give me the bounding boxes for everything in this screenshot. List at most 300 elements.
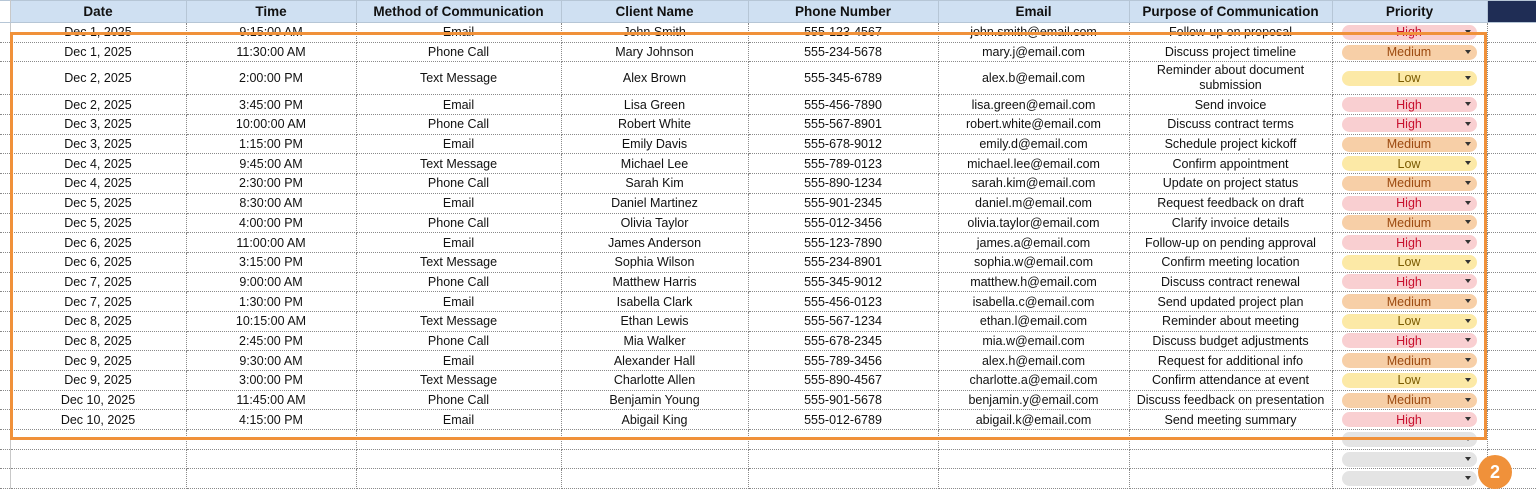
email-cell[interactable]: robert.white@email.com	[938, 115, 1129, 135]
priority-cell[interactable]	[1332, 42, 1487, 62]
dropdown-arrow-icon[interactable]	[1465, 299, 1471, 303]
empty-cell[interactable]	[356, 449, 561, 469]
client-name-cell[interactable]: Abigail King	[561, 410, 748, 430]
priority-cell[interactable]	[1332, 469, 1487, 489]
empty-cell[interactable]	[561, 430, 748, 450]
priority-cell[interactable]	[1332, 154, 1487, 174]
time-cell[interactable]: 11:00:00 AM	[186, 233, 356, 253]
phone-number-cell[interactable]: 555-567-8901	[748, 115, 938, 135]
priority-cell[interactable]	[1332, 174, 1487, 194]
method-cell[interactable]: Email	[356, 23, 561, 43]
row-gutter	[0, 469, 10, 489]
time-cell[interactable]: 9:15:00 AM	[186, 23, 356, 43]
method-cell[interactable]: Email	[356, 292, 561, 312]
client-name-cell[interactable]: John Smith	[561, 23, 748, 43]
client-name-cell[interactable]: Ethan Lewis	[561, 311, 748, 331]
row-gutter	[0, 430, 10, 450]
priority-cell[interactable]	[1332, 252, 1487, 272]
dropdown-arrow-icon[interactable]	[1465, 417, 1471, 421]
phone-number-cell[interactable]: 555-678-9012	[748, 134, 938, 154]
phone-number-cell[interactable]: 555-012-6789	[748, 410, 938, 430]
priority-dropdown[interactable]	[1342, 274, 1477, 289]
phone-number-cell[interactable]: 555-567-1234	[748, 311, 938, 331]
priority-label: High	[1396, 196, 1422, 211]
dropdown-arrow-icon[interactable]	[1465, 319, 1471, 323]
date-cell[interactable]: Dec 7, 2025	[10, 292, 186, 312]
empty-cell[interactable]	[1487, 154, 1536, 174]
client-name-cell[interactable]: Michael Lee	[561, 154, 748, 174]
date-cell[interactable]: Dec 8, 2025	[10, 311, 186, 331]
header-purpose[interactable]: Purpose of Communication	[1129, 1, 1332, 23]
priority-dropdown[interactable]	[1342, 294, 1477, 309]
purpose-cell[interactable]: Schedule project kickoff	[1129, 134, 1332, 154]
time-cell[interactable]: 3:00:00 PM	[186, 371, 356, 391]
email-cell[interactable]: emily.d@email.com	[938, 134, 1129, 154]
time-cell[interactable]: 4:15:00 PM	[186, 410, 356, 430]
email-cell[interactable]: daniel.m@email.com	[938, 193, 1129, 213]
empty-cell[interactable]	[356, 430, 561, 450]
dropdown-arrow-icon[interactable]	[1465, 279, 1471, 283]
method-cell[interactable]: Phone Call	[356, 115, 561, 135]
empty-cell[interactable]	[1487, 272, 1536, 292]
method-cell[interactable]: Phone Call	[356, 331, 561, 351]
dropdown-arrow-icon[interactable]	[1465, 220, 1471, 224]
time-cell[interactable]: 8:30:00 AM	[186, 193, 356, 213]
time-cell[interactable]: 3:15:00 PM	[186, 252, 356, 272]
row-gutter	[0, 311, 10, 331]
empty-cell[interactable]	[356, 469, 561, 489]
phone-number-cell[interactable]: 555-890-4567	[748, 371, 938, 391]
time-cell[interactable]: 9:45:00 AM	[186, 154, 356, 174]
empty-cell[interactable]	[748, 430, 938, 450]
priority-dropdown[interactable]	[1342, 97, 1477, 112]
empty-cell[interactable]	[938, 469, 1129, 489]
phone-number-cell[interactable]: 555-890-1234	[748, 174, 938, 194]
client-name-cell[interactable]: Charlotte Allen	[561, 371, 748, 391]
date-cell[interactable]: Dec 6, 2025	[10, 252, 186, 272]
priority-dropdown[interactable]	[1342, 45, 1477, 60]
priority-dropdown[interactable]	[1342, 412, 1477, 427]
client-name-cell[interactable]: Sophia Wilson	[561, 252, 748, 272]
method-cell[interactable]: Email	[356, 410, 561, 430]
dropdown-arrow-icon[interactable]	[1465, 76, 1471, 80]
date-cell[interactable]: Dec 5, 2025	[10, 193, 186, 213]
method-cell[interactable]: Phone Call	[356, 272, 561, 292]
date-cell[interactable]: Dec 2, 2025	[10, 62, 186, 95]
row-gutter	[0, 95, 10, 115]
priority-dropdown[interactable]	[1342, 373, 1477, 388]
priority-dropdown[interactable]	[1342, 393, 1477, 408]
dropdown-arrow-icon[interactable]	[1465, 201, 1471, 205]
empty-cell[interactable]	[1129, 469, 1332, 489]
phone-number-cell[interactable]: 555-123-4567	[748, 23, 938, 43]
table-row	[0, 213, 1536, 233]
priority-label: High	[1396, 333, 1422, 348]
empty-cell[interactable]	[1487, 42, 1536, 62]
email-cell[interactable]: olivia.taylor@email.com	[938, 213, 1129, 233]
empty-row	[0, 449, 1536, 469]
priority-cell[interactable]	[1332, 95, 1487, 115]
time-cell[interactable]: 1:15:00 PM	[186, 134, 356, 154]
time-cell[interactable]: 1:30:00 PM	[186, 292, 356, 312]
email-cell[interactable]: ethan.l@email.com	[938, 311, 1129, 331]
empty-cell[interactable]	[186, 469, 356, 489]
method-cell[interactable]: Text Message	[356, 371, 561, 391]
priority-cell[interactable]	[1332, 410, 1487, 430]
header-phone-number[interactable]: Phone Number	[748, 1, 938, 23]
priority-dropdown[interactable]	[1342, 333, 1477, 348]
method-cell[interactable]: Email	[356, 95, 561, 115]
client-name-cell[interactable]: Mia Walker	[561, 331, 748, 351]
email-cell[interactable]: john.smith@email.com	[938, 23, 1129, 43]
priority-label: Medium	[1386, 176, 1432, 191]
empty-cell[interactable]	[1487, 62, 1536, 95]
date-cell[interactable]: Dec 4, 2025	[10, 154, 186, 174]
purpose-cell[interactable]: Confirm attendance at event	[1129, 371, 1332, 391]
email-cell[interactable]: sarah.kim@email.com	[938, 174, 1129, 194]
purpose-cell[interactable]: Discuss budget adjustments	[1129, 331, 1332, 351]
method-cell[interactable]: Email	[356, 193, 561, 213]
phone-number-cell[interactable]: 555-345-9012	[748, 272, 938, 292]
empty-cell[interactable]	[10, 430, 186, 450]
phone-number-cell[interactable]: 555-123-7890	[748, 233, 938, 253]
date-cell[interactable]: Dec 6, 2025	[10, 233, 186, 253]
email-cell[interactable]: mia.w@email.com	[938, 331, 1129, 351]
empty-cell[interactable]	[186, 449, 356, 469]
empty-cell[interactable]	[1487, 95, 1536, 115]
priority-dropdown[interactable]	[1342, 137, 1477, 152]
header-client-name[interactable]: Client Name	[561, 1, 748, 23]
header-email[interactable]: Email	[938, 1, 1129, 23]
date-cell[interactable]: Dec 9, 2025	[10, 351, 186, 371]
email-cell[interactable]: benjamin.y@email.com	[938, 390, 1129, 410]
purpose-cell[interactable]: Clarify invoice details	[1129, 213, 1332, 233]
table-row	[0, 193, 1536, 213]
empty-cell[interactable]	[1487, 410, 1536, 430]
purpose-cell[interactable]: Discuss project timeline	[1129, 42, 1332, 62]
phone-number-cell[interactable]: 555-345-6789	[748, 62, 938, 95]
priority-cell[interactable]	[1332, 351, 1487, 371]
table-row	[0, 410, 1536, 430]
header-method[interactable]: Method of Communication	[356, 1, 561, 23]
purpose-cell[interactable]: Follow-up on proposal	[1129, 23, 1332, 43]
client-name-cell[interactable]: Lisa Green	[561, 95, 748, 115]
priority-cell[interactable]	[1332, 449, 1487, 469]
time-cell[interactable]: 2:30:00 PM	[186, 174, 356, 194]
header-next-column[interactable]	[1487, 1, 1536, 23]
phone-number-cell[interactable]: 555-678-2345	[748, 331, 938, 351]
purpose-cell[interactable]: Confirm appointment	[1129, 154, 1332, 174]
dropdown-arrow-icon[interactable]	[1465, 142, 1471, 146]
priority-label: Medium	[1386, 45, 1432, 60]
priority-cell[interactable]	[1332, 292, 1487, 312]
empty-cell[interactable]	[10, 469, 186, 489]
method-cell[interactable]: Phone Call	[356, 390, 561, 410]
empty-cell[interactable]	[561, 449, 748, 469]
priority-dropdown[interactable]	[1342, 314, 1477, 329]
priority-cell[interactable]	[1332, 213, 1487, 233]
client-name-cell[interactable]: Alexander Hall	[561, 351, 748, 371]
priority-label: High	[1396, 274, 1422, 289]
dropdown-arrow-icon[interactable]	[1465, 30, 1471, 34]
phone-number-cell[interactable]: 555-789-3456	[748, 351, 938, 371]
table-row	[0, 174, 1536, 194]
method-cell[interactable]: Text Message	[356, 311, 561, 331]
priority-cell[interactable]	[1332, 193, 1487, 213]
priority-dropdown[interactable]	[1342, 471, 1477, 486]
method-cell[interactable]: Text Message	[356, 62, 561, 95]
priority-cell[interactable]	[1332, 62, 1487, 95]
dropdown-arrow-icon[interactable]	[1465, 260, 1471, 264]
header-priority[interactable]: Priority	[1332, 1, 1487, 23]
table-row	[0, 62, 1536, 95]
priority-dropdown[interactable]	[1342, 176, 1477, 191]
date-cell[interactable]: Dec 1, 2025	[10, 23, 186, 43]
client-name-cell[interactable]: Daniel Martinez	[561, 193, 748, 213]
date-cell[interactable]: Dec 2, 2025	[10, 95, 186, 115]
empty-cell[interactable]	[186, 430, 356, 450]
client-name-cell[interactable]: Matthew Harris	[561, 272, 748, 292]
priority-label: Low	[1397, 156, 1421, 171]
dropdown-arrow-icon[interactable]	[1465, 122, 1471, 126]
table-row	[0, 252, 1536, 272]
priority-label: High	[1396, 25, 1422, 40]
time-cell[interactable]: 3:45:00 PM	[186, 95, 356, 115]
empty-cell[interactable]	[1487, 193, 1536, 213]
client-name-cell[interactable]: Olivia Taylor	[561, 213, 748, 233]
priority-dropdown[interactable]	[1342, 196, 1477, 211]
priority-cell[interactable]	[1332, 311, 1487, 331]
date-cell[interactable]: Dec 8, 2025	[10, 331, 186, 351]
purpose-cell[interactable]: Send updated project plan	[1129, 292, 1332, 312]
empty-cell[interactable]	[1487, 292, 1536, 312]
header-date[interactable]: Date	[10, 1, 186, 23]
date-cell[interactable]: Dec 3, 2025	[10, 115, 186, 135]
priority-dropdown[interactable]	[1342, 215, 1477, 230]
date-cell[interactable]: Dec 9, 2025	[10, 371, 186, 391]
time-cell[interactable]: 9:30:00 AM	[186, 351, 356, 371]
priority-label: High	[1396, 235, 1422, 250]
method-cell[interactable]: Email	[356, 351, 561, 371]
row-gutter	[0, 449, 10, 469]
table-row	[0, 233, 1536, 253]
method-cell[interactable]: Phone Call	[356, 174, 561, 194]
date-cell[interactable]: Dec 4, 2025	[10, 174, 186, 194]
empty-cell[interactable]	[1487, 390, 1536, 410]
table-row	[0, 95, 1536, 115]
priority-label: Low	[1397, 373, 1421, 388]
purpose-cell[interactable]: Confirm meeting location	[1129, 252, 1332, 272]
email-cell[interactable]: michael.lee@email.com	[938, 154, 1129, 174]
time-cell[interactable]: 10:00:00 AM	[186, 115, 356, 135]
dropdown-arrow-icon[interactable]	[1465, 437, 1471, 441]
method-cell[interactable]: Phone Call	[356, 42, 561, 62]
dropdown-arrow-icon[interactable]	[1465, 50, 1471, 54]
priority-dropdown[interactable]	[1342, 432, 1477, 447]
date-cell[interactable]: Dec 10, 2025	[10, 410, 186, 430]
email-cell[interactable]: james.a@email.com	[938, 233, 1129, 253]
table-row	[0, 134, 1536, 154]
priority-cell[interactable]	[1332, 115, 1487, 135]
priority-cell[interactable]	[1332, 23, 1487, 43]
header-time[interactable]: Time	[186, 1, 356, 23]
method-cell[interactable]: Text Message	[356, 252, 561, 272]
row-gutter	[0, 272, 10, 292]
purpose-cell[interactable]: Reminder about meeting	[1129, 311, 1332, 331]
time-cell[interactable]: 2:00:00 PM	[186, 62, 356, 95]
empty-cell[interactable]	[1487, 331, 1536, 351]
client-name-cell[interactable]: Isabella Clark	[561, 292, 748, 312]
client-name-cell[interactable]: Benjamin Young	[561, 390, 748, 410]
purpose-cell[interactable]: Reminder about document submission	[1129, 62, 1332, 95]
priority-cell[interactable]	[1332, 430, 1487, 450]
email-cell[interactable]: alex.h@email.com	[938, 351, 1129, 371]
empty-row	[0, 469, 1536, 489]
email-cell[interactable]: matthew.h@email.com	[938, 272, 1129, 292]
priority-dropdown[interactable]	[1342, 117, 1477, 132]
table-row	[0, 292, 1536, 312]
dropdown-arrow-icon[interactable]	[1465, 457, 1471, 461]
empty-cell[interactable]	[1487, 371, 1536, 391]
row-gutter	[0, 233, 10, 253]
priority-label: High	[1396, 412, 1422, 427]
time-cell[interactable]: 11:45:00 AM	[186, 390, 356, 410]
purpose-cell[interactable]: Discuss contract renewal	[1129, 272, 1332, 292]
priority-dropdown[interactable]	[1342, 156, 1477, 171]
row-gutter	[0, 42, 10, 62]
priority-cell[interactable]	[1332, 371, 1487, 391]
purpose-cell[interactable]: Discuss feedback on presentation	[1129, 390, 1332, 410]
purpose-cell[interactable]: Update on project status	[1129, 174, 1332, 194]
time-cell[interactable]: 9:00:00 AM	[186, 272, 356, 292]
phone-number-cell[interactable]: 555-901-5678	[748, 390, 938, 410]
method-cell[interactable]: Text Message	[356, 154, 561, 174]
row-gutter	[0, 1, 10, 23]
priority-dropdown[interactable]	[1342, 71, 1477, 86]
empty-cell[interactable]	[1487, 115, 1536, 135]
method-cell[interactable]: Email	[356, 233, 561, 253]
priority-dropdown[interactable]	[1342, 255, 1477, 270]
time-cell[interactable]: 4:00:00 PM	[186, 213, 356, 233]
phone-number-cell[interactable]: 555-012-3456	[748, 213, 938, 233]
purpose-cell[interactable]: Send meeting summary	[1129, 410, 1332, 430]
empty-cell[interactable]	[1487, 233, 1536, 253]
method-cell[interactable]: Phone Call	[356, 213, 561, 233]
purpose-cell[interactable]: Discuss contract terms	[1129, 115, 1332, 135]
phone-number-cell[interactable]: 555-789-0123	[748, 154, 938, 174]
date-cell[interactable]: Dec 5, 2025	[10, 213, 186, 233]
priority-cell[interactable]	[1332, 233, 1487, 253]
empty-cell[interactable]	[1487, 311, 1536, 331]
date-cell[interactable]: Dec 10, 2025	[10, 390, 186, 410]
time-cell[interactable]: 10:15:00 AM	[186, 311, 356, 331]
purpose-cell[interactable]: Send invoice	[1129, 95, 1332, 115]
empty-cell[interactable]	[748, 449, 938, 469]
header-row	[0, 1, 1536, 23]
priority-label: High	[1396, 97, 1422, 112]
priority-cell[interactable]	[1332, 331, 1487, 351]
priority-cell[interactable]	[1332, 390, 1487, 410]
empty-cell[interactable]	[938, 430, 1129, 450]
purpose-cell[interactable]: Follow-up on pending approval	[1129, 233, 1332, 253]
empty-cell[interactable]	[10, 449, 186, 469]
email-cell[interactable]: alex.b@email.com	[938, 62, 1129, 95]
phone-number-cell[interactable]: 555-456-0123	[748, 292, 938, 312]
row-gutter	[0, 410, 10, 430]
empty-cell[interactable]	[748, 469, 938, 489]
priority-dropdown[interactable]	[1342, 25, 1477, 40]
method-cell[interactable]: Email	[356, 134, 561, 154]
purpose-cell[interactable]: Request for additional info	[1129, 351, 1332, 371]
dropdown-arrow-icon[interactable]	[1465, 181, 1471, 185]
empty-cell[interactable]	[561, 469, 748, 489]
empty-cell[interactable]	[1487, 351, 1536, 371]
dropdown-arrow-icon[interactable]	[1465, 102, 1471, 106]
time-cell[interactable]: 11:30:00 AM	[186, 42, 356, 62]
dropdown-arrow-icon[interactable]	[1465, 338, 1471, 342]
dropdown-arrow-icon[interactable]	[1465, 358, 1471, 362]
empty-cell[interactable]	[1487, 430, 1536, 450]
empty-cell[interactable]	[1487, 134, 1536, 154]
empty-cell[interactable]	[1487, 23, 1536, 43]
priority-cell[interactable]	[1332, 272, 1487, 292]
empty-cell[interactable]	[1129, 430, 1332, 450]
priority-label: Medium	[1386, 137, 1432, 152]
dropdown-arrow-icon[interactable]	[1465, 240, 1471, 244]
row-gutter	[0, 62, 10, 95]
dropdown-arrow-icon[interactable]	[1465, 398, 1471, 402]
empty-cell[interactable]	[938, 449, 1129, 469]
priority-dropdown[interactable]	[1342, 452, 1477, 467]
time-cell[interactable]: 2:45:00 PM	[186, 331, 356, 351]
phone-number-cell[interactable]: 555-234-8901	[748, 252, 938, 272]
date-cell[interactable]: Dec 3, 2025	[10, 134, 186, 154]
priority-cell[interactable]	[1332, 134, 1487, 154]
table-row	[0, 311, 1536, 331]
priority-dropdown[interactable]	[1342, 235, 1477, 250]
phone-number-cell[interactable]: 555-234-5678	[748, 42, 938, 62]
dropdown-arrow-icon[interactable]	[1465, 476, 1471, 480]
client-name-cell[interactable]: Emily Davis	[561, 134, 748, 154]
email-cell[interactable]: lisa.green@email.com	[938, 95, 1129, 115]
email-cell[interactable]: sophia.w@email.com	[938, 252, 1129, 272]
priority-dropdown[interactable]	[1342, 353, 1477, 368]
table-row	[0, 272, 1536, 292]
email-cell[interactable]: abigail.k@email.com	[938, 410, 1129, 430]
dropdown-arrow-icon[interactable]	[1465, 378, 1471, 382]
dropdown-arrow-icon[interactable]	[1465, 161, 1471, 165]
empty-row	[0, 430, 1536, 450]
email-cell[interactable]: mary.j@email.com	[938, 42, 1129, 62]
purpose-cell[interactable]: Request feedback on draft	[1129, 193, 1332, 213]
client-name-cell[interactable]: Robert White	[561, 115, 748, 135]
empty-cell[interactable]	[1129, 449, 1332, 469]
date-cell[interactable]: Dec 7, 2025	[10, 272, 186, 292]
client-name-cell[interactable]: James Anderson	[561, 233, 748, 253]
empty-cell[interactable]	[1487, 213, 1536, 233]
phone-number-cell[interactable]: 555-901-2345	[748, 193, 938, 213]
empty-cell[interactable]	[1487, 252, 1536, 272]
client-name-cell[interactable]: Sarah Kim	[561, 174, 748, 194]
email-cell[interactable]: charlotte.a@email.com	[938, 371, 1129, 391]
phone-number-cell[interactable]: 555-456-7890	[748, 95, 938, 115]
date-cell[interactable]: Dec 1, 2025	[10, 42, 186, 62]
row-gutter	[0, 371, 10, 391]
empty-cell[interactable]	[1487, 174, 1536, 194]
client-name-cell[interactable]: Alex Brown	[561, 62, 748, 95]
email-cell[interactable]: isabella.c@email.com	[938, 292, 1129, 312]
client-name-cell[interactable]: Mary Johnson	[561, 42, 748, 62]
